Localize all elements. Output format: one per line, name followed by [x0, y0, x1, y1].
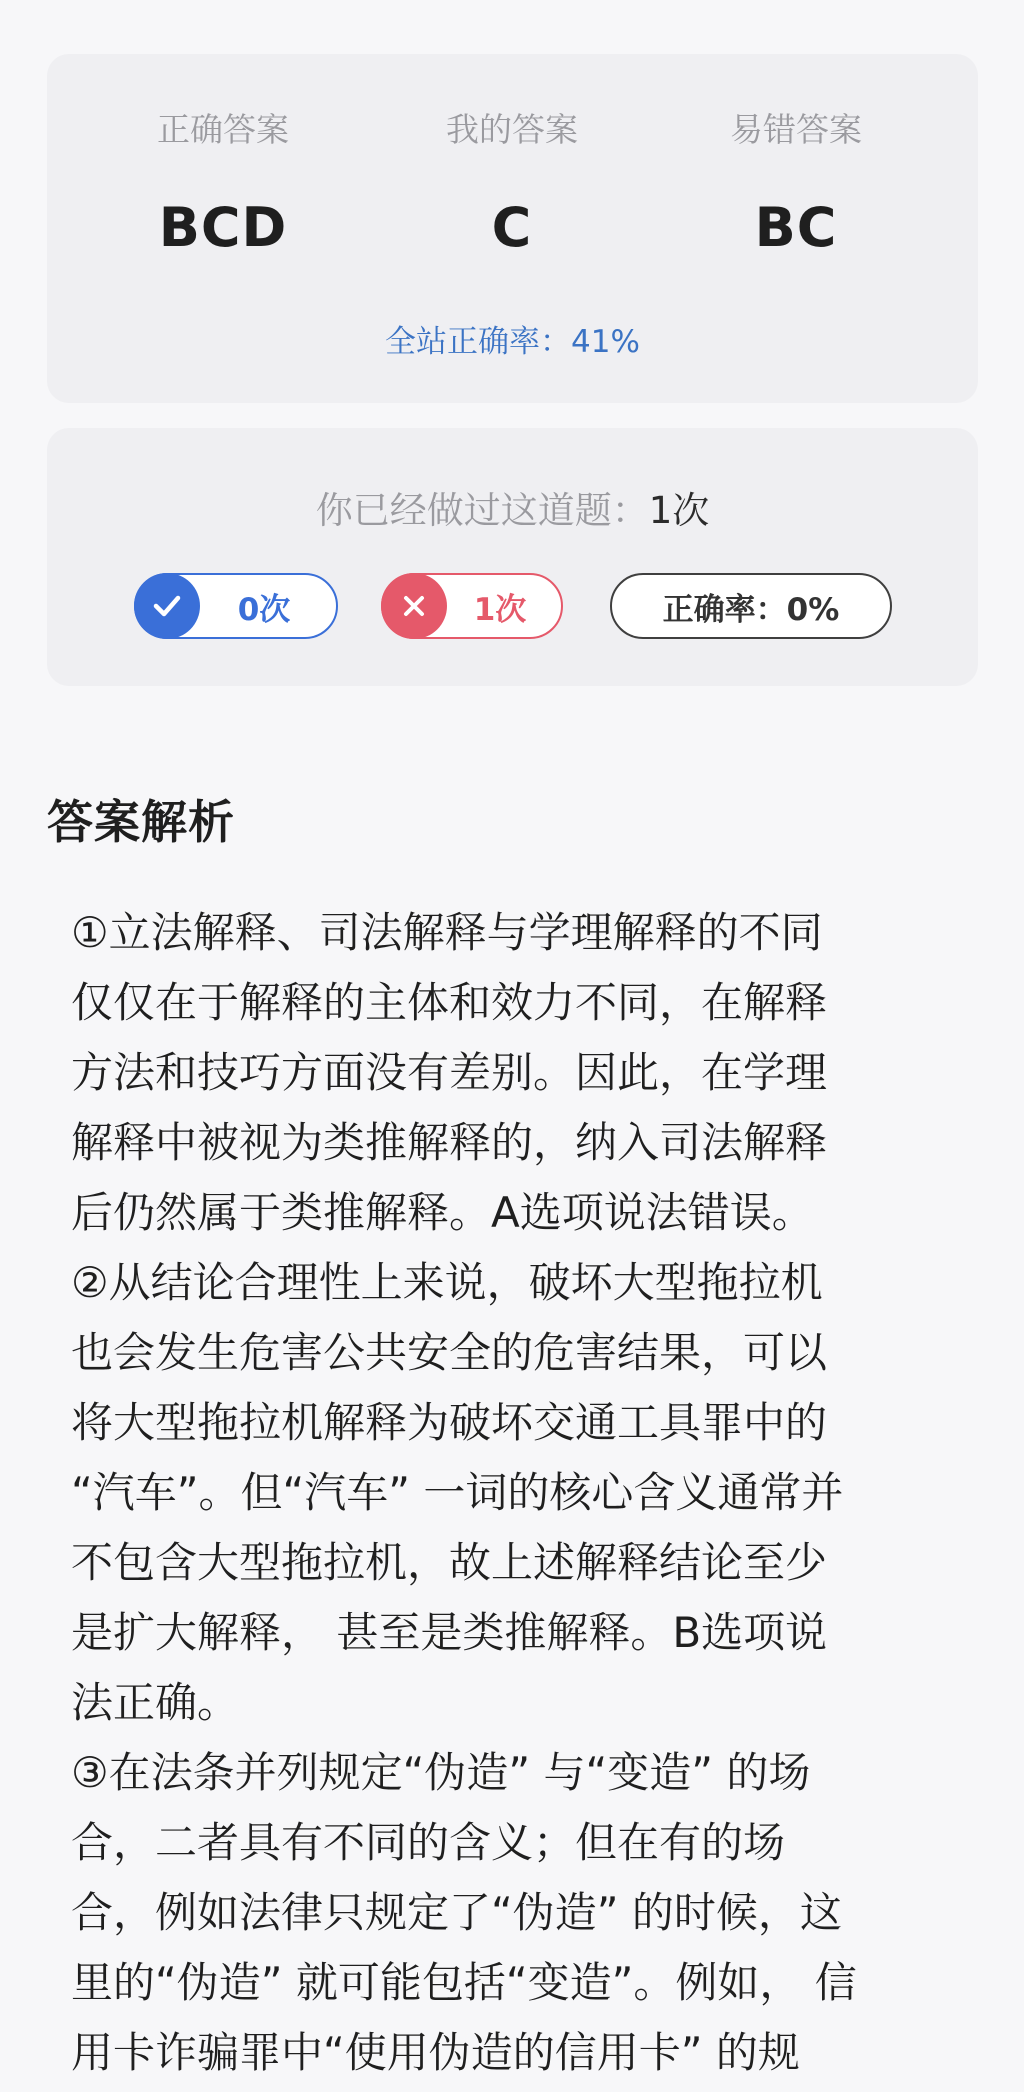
- analysis-title: 答案解析: [47, 795, 235, 849]
- analysis-line: 合，二者具有不同的含义；但在有的场: [71, 1818, 786, 1867]
- answers-card: [47, 54, 978, 403]
- accuracy-text: 正确率：0%: [662, 591, 840, 628]
- analysis-line: 法正确。: [71, 1678, 240, 1727]
- analysis-line: 解释中被视为类推解释的，纳入司法解释: [71, 1118, 828, 1167]
- done-times-line: [47, 480, 978, 534]
- my-answer-value: C: [491, 196, 533, 259]
- done-times-count: 1次: [648, 489, 710, 532]
- analysis-line: ③在法条并列规定“伪造” 与“变造” 的场: [71, 1748, 811, 1797]
- close-icon: [381, 573, 447, 639]
- analysis-line: 不包含大型拖拉机，故上述解释结论至少: [71, 1538, 828, 1587]
- wrong-count-pill[interactable]: [381, 573, 563, 639]
- site-accuracy-rate: 全站正确率：41%: [385, 324, 640, 360]
- correct-answer-label: 正确答案: [157, 110, 289, 149]
- common-wrong-label: 易错答案: [730, 110, 862, 149]
- analysis-line: “汽车”。但“汽车” 一词的核心含义通常并: [71, 1468, 844, 1517]
- my-answer-label: 我的答案: [446, 110, 578, 149]
- accuracy-pill[interactable]: [610, 573, 892, 639]
- analysis-line: 用卡诈骗罪中“使用伪造的信用卡” 的规: [71, 2028, 800, 2077]
- check-icon: [134, 573, 200, 639]
- done-times-prefix: 你已经做过这道题：: [315, 489, 649, 532]
- right-count-text: 0次: [237, 591, 291, 628]
- wrong-count-text: 1次: [473, 591, 527, 628]
- analysis-line: ①立法解释、司法解释与学理解释的不同: [71, 908, 823, 957]
- history-card: [47, 428, 978, 686]
- analysis-line: 是扩大解释， 甚至是类推解释。B选项说: [71, 1608, 828, 1657]
- analysis-line: 也会发生危害公共安全的危害结果，可以: [71, 1328, 828, 1377]
- analysis-line: 将大型拖拉机解释为破坏交通工具罪中的: [71, 1398, 828, 1447]
- analysis-body: [71, 898, 971, 2088]
- right-count-pill[interactable]: [134, 573, 338, 639]
- common-wrong-value: BC: [754, 196, 838, 259]
- analysis-line: 方法和技巧方面没有差别。因此，在学理: [71, 1048, 828, 1097]
- analysis-line: ②从结论合理性上来说，破坏大型拖拉机: [71, 1258, 823, 1307]
- analysis-line: 里的“伪造” 就可能包括“变造”。例如， 信: [71, 1958, 857, 2007]
- analysis-line: 合，例如法律只规定了“伪造” 的时候，这: [71, 1888, 842, 1937]
- correct-answer-value: BCD: [158, 196, 288, 259]
- analysis-line: 仅仅在于解释的主体和效力不同，在解释: [71, 978, 828, 1027]
- analysis-line: 后仍然属于类推解释。A选项说法错误。: [71, 1188, 814, 1237]
